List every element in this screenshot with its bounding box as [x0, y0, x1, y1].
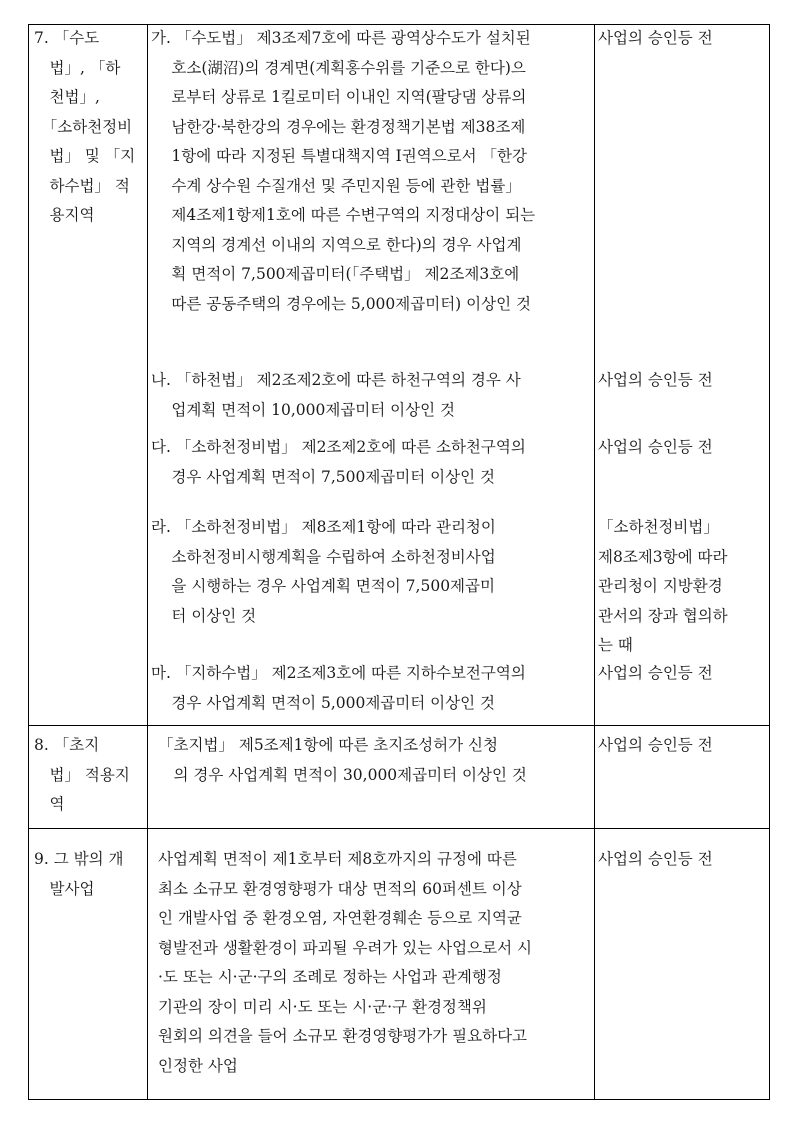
category-line: 천법」,: [34, 88, 100, 106]
criteria-line: 제4조제1항제1호에 따른 수변구역의 지정대상이 되는: [151, 206, 536, 224]
criteria-line: 기관의 장이 미리 시·도 또는 시·군·구 환경정책위: [158, 997, 487, 1016]
criteria-line: 을 시행하는 경우 사업계획 면적이 7,500제곱미: [151, 577, 495, 595]
criteria-line: 「초지법」 제5조제1항에 따른 초지조성허가 신청: [158, 736, 498, 754]
timing-line: 사업의 승인등 전: [598, 850, 713, 868]
timing-line: 관서의 장과 협의하: [598, 606, 728, 625]
category-line: 용지역: [34, 206, 95, 224]
criteria-line: 다. 「소하천정비법」 제2조제2호에 따른 소하천구역의: [151, 438, 526, 456]
table-border-left: [28, 24, 29, 1100]
category-line: 발사업: [34, 879, 95, 898]
timing-line: 사업의 승인등 전: [598, 736, 713, 754]
criteria-item-7-ra: [151, 513, 593, 631]
category-cell-7: [34, 24, 146, 231]
category-line: 역: [34, 795, 65, 813]
criteria-line: 획 면적이 7,500제곱미터(「주택법」 제2조제3호에: [151, 265, 520, 283]
criteria-item-7-ga: [151, 24, 593, 319]
table-border-bottom: [28, 1099, 770, 1100]
criteria-line: ·도 또는 시·군·구의 조례로 정하는 사업과 관계행정: [158, 968, 502, 986]
column-divider-1: [147, 24, 148, 1100]
timing-line: 「소하천정비법」: [598, 518, 719, 536]
timing-7-ma: [598, 659, 768, 689]
category-cell-9: [34, 845, 146, 904]
criteria-line: 업계획 면적이 10,000제곱미터 이상인 것: [151, 400, 455, 419]
category-line: 법」 적용지: [34, 765, 130, 784]
criteria-line: 경우 사업계획 면적이 5,000제곱미터 이상인 것: [151, 693, 495, 712]
criteria-line: 인정한 사업: [158, 1056, 238, 1075]
column-divider-2: [594, 24, 595, 1100]
row-divider-2: [28, 828, 770, 829]
timing-line: 사업의 승인등 전: [598, 371, 713, 389]
category-line: 9. 그 밖의 개: [34, 850, 124, 868]
timing-7-ra: [598, 513, 768, 661]
category-line: 하수법」 적: [34, 176, 130, 195]
criteria-line: 경우 사업계획 면적이 7,500제곱미터 이상인 것: [151, 467, 495, 486]
timing-9: [598, 845, 768, 875]
timing-line: 사업의 승인등 전: [598, 664, 713, 682]
criteria-line: 수계 상수원 수질개선 및 주민지원 등에 관한 법률」: [151, 176, 521, 195]
criteria-line: 로부터 상류로 1킬로미터 이내인 지역(팔당댐 상류의: [151, 88, 527, 106]
criteria-line: 라. 「소하천정비법」 제8조제1항에 따라 관리청이: [151, 518, 496, 536]
row-divider-1: [28, 725, 770, 726]
criteria-line: 의 경우 사업계획 면적이 30,000제곱미터 이상인 것: [158, 765, 527, 784]
category-line: 법」, 「하: [34, 58, 121, 77]
criteria-line: 최소 소규모 환경영향평가 대상 면적의 60퍼센트 이상: [158, 879, 522, 898]
criteria-line: 1항에 따라 지정된 특별대책지역 Ⅰ권역으로서 「한강: [151, 147, 528, 165]
timing-7-na: [598, 366, 768, 396]
criteria-line: 지역의 경계선 이내의 지역으로 한다)의 경우 사업계: [151, 235, 522, 254]
criteria-line: 원회의 의견을 들어 소규모 환경영향평가가 필요하다고: [158, 1027, 528, 1045]
criteria-line: 마. 「지하수법」 제2조제3호에 따른 지하수보전구역의: [151, 664, 526, 682]
criteria-item-7-na: [151, 366, 593, 425]
timing-7-ga: [598, 24, 768, 54]
timing-line: 관리청이 지방환경: [598, 577, 723, 595]
criteria-line: 형발전과 생활환경이 파괴될 우려가 있는 사업으로서 시: [158, 938, 532, 957]
category-line: 8. 「초지: [34, 736, 100, 754]
criteria-line: 남한강·북한강의 경우에는 환경정책기본법 제38조제: [151, 117, 526, 136]
criteria-line: 호소(湖沼)의 경계면(계획홍수위를 기준으로 한다)으: [151, 58, 526, 77]
timing-8: [598, 731, 768, 761]
criteria-line: 따른 공동주택의 경우에는 5,000제곱미터) 이상인 것: [151, 294, 531, 313]
table-border-right: [769, 24, 770, 1100]
criteria-line: 소하천정비시행계획을 수립하여 소하천정비사업: [151, 547, 496, 566]
criteria-line: 가. 「수도법」 제3조제7호에 따른 광역상수도가 설치된: [151, 29, 531, 47]
criteria-line: 인 개발사업 중 환경오염, 자연환경훼손 등으로 지역균: [158, 909, 522, 927]
category-line: 법」 및 「지: [34, 147, 136, 165]
criteria-line: 사업계획 면적이 제1호부터 제8호까지의 규정에 따른: [158, 850, 517, 868]
timing-line: 사업의 승인등 전: [598, 29, 713, 47]
category-line: 「소하천정비: [34, 117, 133, 136]
criteria-line: 나. 「하천법」 제2조제2호에 따른 하천구역의 경우 사: [151, 371, 521, 389]
timing-line: 제8조제3항에 따라: [598, 547, 728, 566]
timing-line: 사업의 승인등 전: [598, 438, 713, 456]
timing-7-da: [598, 433, 768, 463]
criteria-item-7-ma: [151, 659, 593, 718]
criteria-item-7-da: [151, 433, 593, 492]
category-cell-8: [34, 731, 146, 820]
category-line: 7. 「수도: [34, 29, 100, 47]
criteria-line: 터 이상인 것: [151, 606, 257, 625]
criteria-item-9: [158, 845, 593, 1081]
timing-line: 는 때: [598, 636, 633, 654]
criteria-item-8: [158, 731, 593, 790]
